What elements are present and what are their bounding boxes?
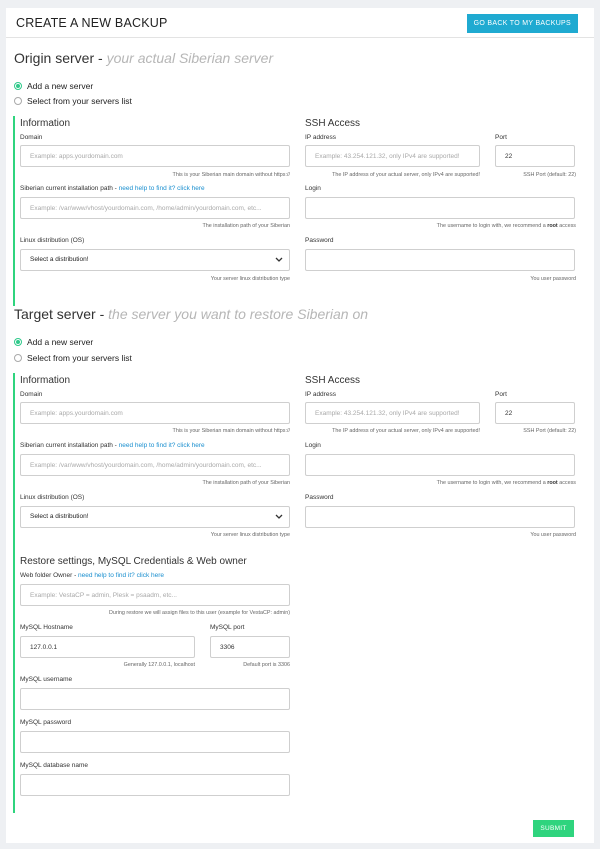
origin-ip-input[interactable] xyxy=(305,145,480,167)
target-path-label xyxy=(20,442,205,449)
target-os-select[interactable] xyxy=(20,506,290,528)
target-ssh-heading: SSH Access xyxy=(305,375,361,386)
target-login-label: Login xyxy=(305,442,321,449)
origin-port-label: Port xyxy=(495,134,507,141)
target-path-help-link[interactable]: need help to find it? click here xyxy=(118,442,205,449)
chevron-down-icon xyxy=(275,514,283,520)
web-owner-input[interactable] xyxy=(20,584,290,606)
origin-os-value: Select a distribution! xyxy=(30,256,89,263)
target-path-input[interactable] xyxy=(20,454,290,476)
mysql-port-input[interactable] xyxy=(210,636,290,658)
chevron-down-icon xyxy=(275,257,283,263)
origin-section-title xyxy=(14,50,273,66)
target-title: Target server - xyxy=(14,306,109,322)
radio-checked-icon xyxy=(14,338,22,346)
target-ip-label: IP address xyxy=(305,391,336,398)
target-port-label: Port xyxy=(495,391,507,398)
page-header xyxy=(6,8,594,38)
mysql-password-label: MySQL password xyxy=(20,719,72,726)
target-domain-help: This is your Siberian main domain without https:// xyxy=(172,428,290,434)
owner-help-link[interactable]: need help to find it? click here xyxy=(78,572,165,579)
target-domain-input[interactable] xyxy=(20,402,290,424)
target-os-help: Your server linux distribution type xyxy=(210,532,290,538)
origin-radio-add-label: Add a new server xyxy=(27,81,94,91)
login-help-tail: access xyxy=(557,480,576,486)
origin-radio-add[interactable] xyxy=(14,81,93,91)
origin-radio-select-label: Select from your servers list xyxy=(27,96,132,106)
target-ip-help: The IP address of your actual server, only IPv4 are supported! xyxy=(332,428,480,434)
origin-ip-help: The IP address of your actual server, only IPv4 are supported! xyxy=(332,172,480,178)
target-os-label: Linux distribution (OS) xyxy=(20,494,85,501)
target-info-heading: Information xyxy=(20,375,71,386)
target-os-value: Select a distribution! xyxy=(30,513,89,520)
path-label-text: Siberian current installation path - xyxy=(20,185,119,192)
origin-login-help xyxy=(437,223,576,229)
mysql-database-input[interactable] xyxy=(20,774,290,796)
target-domain-label: Domain xyxy=(20,391,43,398)
origin-subtitle: your actual Siberian server xyxy=(106,50,274,66)
origin-accent-bar xyxy=(13,116,15,306)
login-help-text: The username to login with, we recommend a xyxy=(436,480,548,486)
mysql-host-input[interactable] xyxy=(20,636,195,658)
origin-info-heading: Information xyxy=(20,118,71,129)
radio-unchecked-icon xyxy=(14,97,22,105)
origin-os-label: Linux distribution (OS) xyxy=(20,237,85,244)
mysql-password-input[interactable] xyxy=(20,731,290,753)
origin-login-label: Login xyxy=(305,185,321,192)
owner-help: During restore we will assign files to this user (example for VestaCP: admin) xyxy=(109,610,290,616)
target-port-help: SSH Port (default: 22) xyxy=(523,428,576,434)
target-port-input[interactable] xyxy=(495,402,575,424)
origin-path-help-link[interactable]: need help to find it? click here xyxy=(118,185,205,192)
radio-unchecked-icon xyxy=(14,354,22,362)
owner-label xyxy=(20,572,164,579)
origin-password-help: You user password xyxy=(530,276,576,282)
origin-path-input[interactable] xyxy=(20,197,290,219)
target-login-help xyxy=(437,480,576,486)
target-ip-input[interactable] xyxy=(305,402,480,424)
origin-radio-select[interactable] xyxy=(14,96,132,106)
login-help-text: The username to login with, we recommend a xyxy=(436,223,548,229)
submit-button[interactable]: SUBMIT xyxy=(533,820,574,837)
owner-label-text: Web folder Owner - xyxy=(20,572,79,579)
target-radio-select[interactable] xyxy=(14,353,132,363)
target-accent-bar xyxy=(13,373,15,813)
target-password-label: Password xyxy=(305,494,334,501)
origin-password-label: Password xyxy=(305,237,334,244)
origin-domain-help: This is your Siberian main domain without https:// xyxy=(172,172,290,178)
login-help-bold: root xyxy=(547,480,558,486)
origin-path-label xyxy=(20,185,205,192)
target-password-help: You user password xyxy=(530,532,576,538)
page-title: CREATE A NEW BACKUP xyxy=(16,16,168,30)
path-label-text: Siberian current installation path - xyxy=(20,442,119,449)
target-radio-add-label: Add a new server xyxy=(27,337,94,347)
radio-checked-icon xyxy=(14,82,22,90)
origin-path-help: The installation path of your Siberian xyxy=(202,223,290,229)
mysql-username-input[interactable] xyxy=(20,688,290,710)
origin-os-select[interactable] xyxy=(20,249,290,271)
mysql-host-label: MySQL Hostname xyxy=(20,624,73,631)
origin-domain-label: Domain xyxy=(20,134,43,141)
target-subtitle: the server you want to restore Siberian on xyxy=(108,306,369,322)
mysql-username-label: MySQL username xyxy=(20,676,73,683)
back-to-backups-button[interactable]: GO BACK TO MY BACKUPS xyxy=(467,14,578,33)
origin-ssh-heading: SSH Access xyxy=(305,118,361,129)
target-login-input[interactable] xyxy=(305,454,575,476)
target-radio-select-label: Select from your servers list xyxy=(27,353,132,363)
origin-title: Origin server - xyxy=(14,50,107,66)
login-help-bold: root xyxy=(547,223,558,229)
origin-ip-label: IP address xyxy=(305,134,336,141)
mysql-port-help: Default port is 3306 xyxy=(243,662,290,668)
target-password-input[interactable] xyxy=(305,506,575,528)
origin-domain-input[interactable] xyxy=(20,145,290,167)
origin-os-help: Your server linux distribution type xyxy=(210,276,290,282)
mysql-host-help: Generally 127.0.0.1, localhost xyxy=(123,662,195,668)
mysql-port-label: MySQL port xyxy=(210,624,245,631)
target-path-help: The installation path of your Siberian xyxy=(202,480,290,486)
origin-login-input[interactable] xyxy=(305,197,575,219)
origin-password-input[interactable] xyxy=(305,249,575,271)
origin-port-help: SSH Port (default: 22) xyxy=(523,172,576,178)
restore-heading: Restore settings, MySQL Credentials & Web owner xyxy=(20,556,247,567)
target-section-title xyxy=(14,306,368,322)
backup-form-card xyxy=(6,8,594,843)
target-radio-add[interactable] xyxy=(14,337,93,347)
login-help-tail: access xyxy=(557,223,576,229)
origin-port-input[interactable] xyxy=(495,145,575,167)
mysql-database-label: MySQL database name xyxy=(20,762,89,769)
